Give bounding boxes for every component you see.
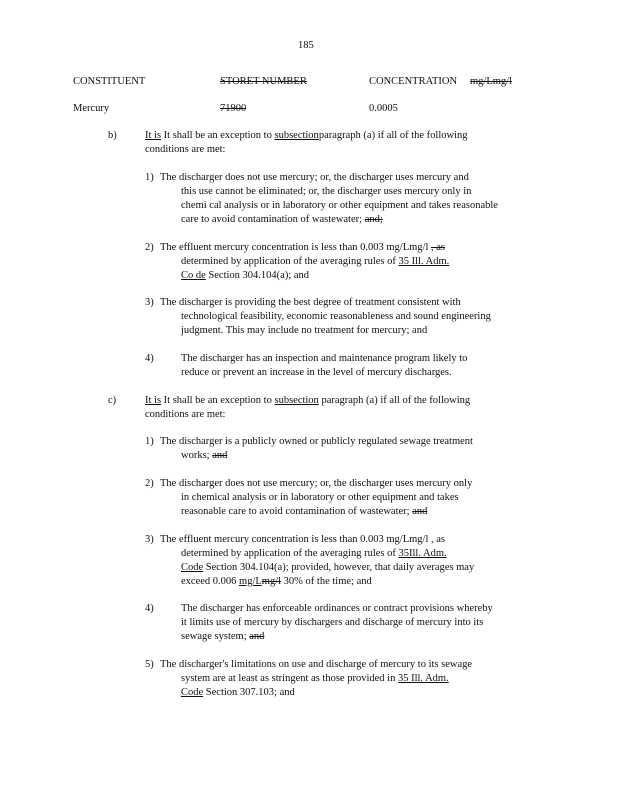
text-line (160, 672, 472, 686)
text-line (145, 408, 470, 422)
text-run: The effluent mercury concentration is less than 0.003 mg/Lmg/l (160, 242, 431, 253)
text-run: system are at least as stringent as those provided in (181, 673, 398, 684)
text-run: Section 307.103; and (203, 687, 295, 698)
b-item-1-text (160, 171, 498, 227)
text-line (160, 561, 474, 575)
text-run: The discharger does not use mercury; or, the discharger uses mercury and (160, 172, 469, 183)
text-line (160, 324, 491, 338)
text-line (145, 394, 470, 408)
struck-text: and; (364, 214, 383, 225)
text-run: It shall be an exception to (161, 395, 275, 406)
struck-text: and (212, 450, 228, 461)
text-run: this use cannot be eliminated; or, the discharger uses mercury only in (181, 186, 472, 197)
b-item-2-text (160, 241, 449, 283)
text-line (145, 143, 468, 157)
struck-text: mg/l (261, 576, 282, 587)
text-run: The discharger has an inspection and maintenance program likely to (181, 353, 468, 364)
text-line (181, 366, 467, 380)
text-run: The discharger is providing the best degree of treatment consistent with (160, 297, 461, 308)
text-run: The effluent mercury concentration is less than 0.003 mg/Lmg/l , as (160, 534, 445, 545)
c-item-5-number: 5) (145, 659, 154, 670)
row-constituent: Mercury (73, 103, 110, 114)
c-item-1-text (160, 435, 473, 463)
text-line (160, 171, 498, 185)
text-run: It shall be an exception to (161, 130, 275, 141)
text-run: The discharger's limitations on use and discharge of mercury to its sewage (160, 659, 473, 670)
underlined-text: Code (181, 562, 204, 573)
text-line (160, 310, 491, 324)
header-constituent: CONSTITUENT (73, 76, 146, 87)
text-run: sewage system; (181, 631, 250, 642)
text-run: chemi cal analysis or in laboratory or other equipment and takes reasonable (181, 200, 498, 211)
text-line (160, 185, 498, 199)
text-line (181, 616, 493, 630)
underlined-text: subsection (274, 395, 319, 406)
text-line (160, 199, 498, 213)
text-line (160, 491, 472, 505)
b-item-2-number: 2) (145, 242, 154, 253)
text-run: The discharger is a publicly owned or publicly regulated sewage treatment (160, 436, 473, 447)
text-line (160, 505, 472, 519)
text-line (181, 352, 467, 366)
b-item-3-text (160, 296, 491, 338)
text-line (160, 477, 472, 491)
section-b-marker: b) (108, 130, 117, 141)
b-item-4-text (181, 352, 467, 380)
text-run: in chemical analysis or in laboratory or other equipment and takes (181, 492, 459, 503)
text-run: The discharger has enforceable ordinances or contract provisions whereby (181, 603, 493, 614)
underlined-text: It is (145, 130, 162, 141)
page-number: 185 (298, 40, 314, 51)
text-line (160, 435, 473, 449)
c-item-4-number: 4) (145, 603, 154, 614)
text-run: paragraph (a) if all of the following (318, 395, 471, 406)
row-storet-number: 71900 (220, 103, 247, 114)
text-run: 30% of the time; and (281, 576, 372, 587)
c-item-2-text (160, 477, 472, 519)
header-units: mg/Lmg/l (470, 76, 512, 87)
text-line (160, 533, 474, 547)
text-run: technological feasibility, economic reasonableness and sound engineering (181, 311, 491, 322)
text-line (160, 213, 498, 227)
underlined-text: Co de (181, 270, 206, 281)
b-item-4-number: 4) (145, 353, 154, 364)
b-item-1-number: 1) (145, 172, 154, 183)
text-run: paragraph (a) if all of the following (318, 130, 468, 141)
c-item-3-number: 3) (145, 534, 154, 545)
text-run: care to avoid contamination of wastewater; (181, 214, 365, 225)
text-run: works; (181, 450, 213, 461)
text-line (160, 658, 472, 672)
b-item-3-number: 3) (145, 297, 154, 308)
underlined-text: 35Ill. Adm. (398, 548, 447, 559)
text-line (181, 630, 493, 644)
text-run: conditions are met: (145, 409, 226, 420)
text-run: reasonable care to avoid contamination of wastewater; (181, 506, 413, 517)
struck-text: and (249, 631, 265, 642)
text-line (160, 547, 474, 561)
row-concentration: 0.0005 (369, 103, 398, 114)
section-c-intro (145, 394, 470, 422)
text-run: judgment. This may include no treatment for mercury; and (181, 325, 428, 336)
underlined-text: 35 Ill. Adm. (397, 673, 449, 684)
text-line (160, 269, 449, 283)
text-line (160, 686, 472, 700)
text-run: it limits use of mercury by dischargers and discharge of mercury into its (181, 617, 484, 628)
text-run: The discharger does not use mercury; or, the discharger uses mercury only (160, 478, 473, 489)
section-c-marker: c) (108, 395, 117, 406)
underlined-text: Code (181, 687, 204, 698)
underlined-text: subsection (274, 130, 319, 141)
struck-text: , as (431, 242, 445, 253)
c-item-5-text (160, 658, 472, 700)
text-run: conditions are met: (145, 144, 226, 155)
header-concentration: CONCENTRATION (369, 76, 458, 87)
underlined-text: 35 Ill. Adm. (398, 256, 450, 267)
text-run: exceed 0.006 (181, 576, 240, 587)
c-item-4-text (181, 602, 493, 644)
underlined-text: It is (145, 395, 162, 406)
text-line (160, 296, 491, 310)
c-item-1-number: 1) (145, 436, 154, 447)
c-item-3-text (160, 533, 474, 589)
text-run: determined by application of the averaging rules of (181, 256, 399, 267)
text-line (160, 575, 474, 589)
c-item-2-number: 2) (145, 478, 154, 489)
text-line (181, 602, 493, 616)
struck-text: and (412, 506, 428, 517)
section-b-intro (145, 129, 468, 157)
text-run: Section 304.104(a); and (205, 270, 310, 281)
text-run: determined by application of the averaging rules of (181, 548, 399, 559)
text-line (160, 255, 449, 269)
underlined-text: mg/L (239, 576, 262, 587)
text-line (160, 241, 449, 255)
header-storet-number: STORET NUMBER (220, 76, 307, 87)
text-line (145, 129, 468, 143)
text-run: reduce or prevent an increase in the level of mercury discharges. (181, 367, 452, 378)
text-run: Section 304.104(a); provided, however, that daily averages may (203, 562, 475, 573)
text-line (160, 449, 473, 463)
